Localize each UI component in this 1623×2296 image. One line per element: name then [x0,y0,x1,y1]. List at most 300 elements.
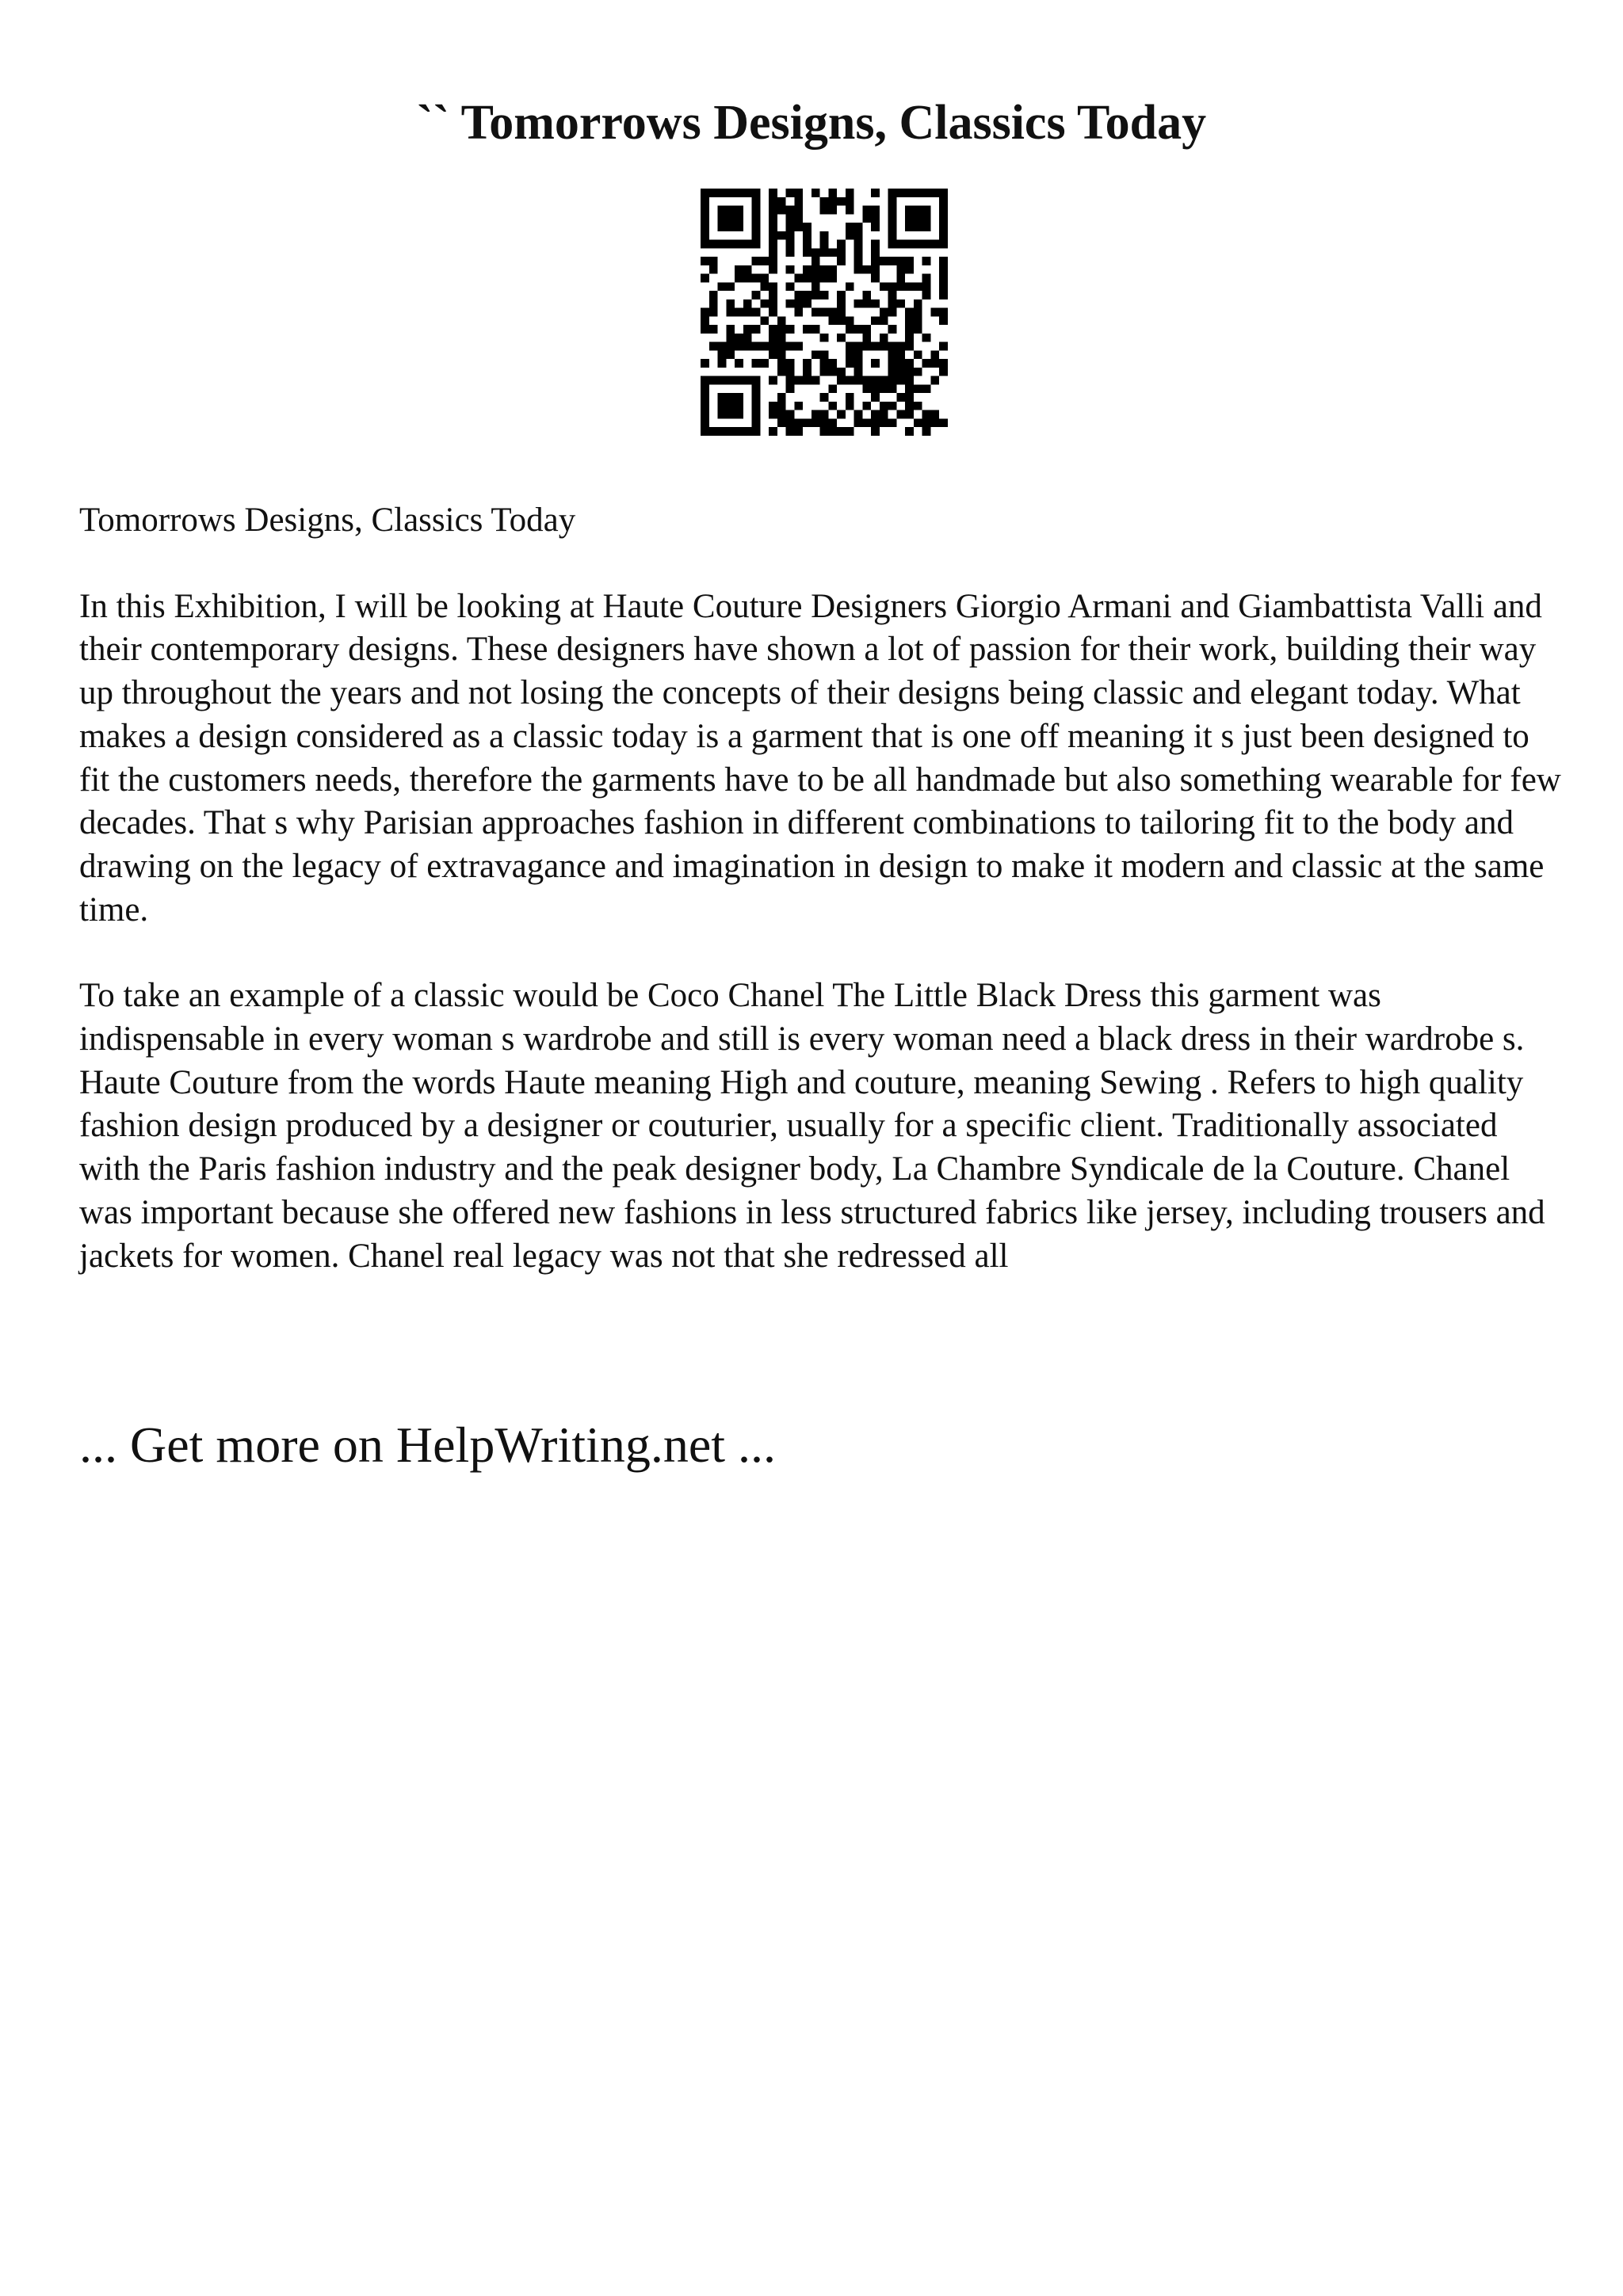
qr-module [854,265,863,274]
qr-module [726,223,735,231]
qr-module [777,316,786,325]
qr-module [735,376,743,385]
qr-module [786,206,795,215]
qr-module [718,240,727,249]
qr-module [743,299,752,308]
qr-module [769,265,777,274]
qr-module [896,265,905,274]
qr-module [777,359,786,368]
qr-module [914,418,922,427]
qr-module [828,384,837,393]
qr-module [794,376,803,385]
qr-module [896,274,905,283]
qr-module [718,350,727,359]
qr-module [701,231,709,240]
qr-module [854,376,863,385]
qr-module [820,274,829,283]
qr-module [888,368,897,376]
qr-module [803,248,812,257]
qr-module [735,189,743,197]
qr-module [862,342,871,351]
qr-module [752,291,761,299]
qr-module [718,206,727,215]
qr-module [701,376,709,385]
qr-module [769,342,777,351]
qr-module [735,427,743,436]
qr-module [769,308,777,317]
qr-module [939,359,948,368]
qr-module [862,402,871,410]
qr-module [837,291,846,299]
qr-module [726,325,735,334]
qr-module [922,206,931,215]
qr-module [922,410,931,419]
qr-module [905,214,914,223]
qr-module [709,265,718,274]
qr-module [743,342,752,351]
qr-module [752,231,761,240]
qr-module [709,189,718,197]
qr-module [922,359,931,368]
qr-module [862,214,871,223]
qr-module [922,427,931,436]
qr-module [922,240,931,249]
qr-module [846,393,854,402]
qr-module [786,384,795,393]
qr-module [905,376,914,385]
qr-module [769,282,777,291]
body-paragraph-1: In this Exhibition, I will be looking at Haute Couture Designers Giorgio Armani and Giambattista Valli and their contemporary designs. These designers have shown a lot of passion for their work, building their way up throughout the years and not losing the concepts of their designs being classic and elegant today. What makes a design considered as a classic today is a garment that is one off meaning it s just been designed to fit the customers needs, therefore the garments have to be all handmade but also something wearable for few decades. That s why Parisian approaches fashion in different combinations to tailoring fit to the body and drawing on the legacy of extravagance and imagination in design to make it modern and classic at the same time. [79,587,1561,929]
qr-module [812,308,820,317]
qr-module [922,189,931,197]
qr-module [854,299,863,308]
qr-module [871,257,880,265]
qr-module [871,418,880,427]
qr-module [726,376,735,385]
qr-module [718,427,727,436]
qr-module [726,189,735,197]
qr-module [837,368,846,376]
qr-module [871,410,880,419]
qr-module [786,342,795,351]
qr-module [718,282,727,291]
qr-module [939,316,948,325]
qr-module [837,197,846,206]
qr-module [888,418,897,427]
qr-module [846,197,854,206]
qr-module [726,342,735,351]
qr-module [812,248,820,257]
qr-module [880,376,888,385]
qr-module [837,257,846,265]
qr-module [701,325,709,334]
qr-module [905,342,914,351]
qr-module [752,274,761,283]
qr-module [820,410,829,419]
qr-module [777,368,786,376]
qr-module [794,342,803,351]
qr-module [828,316,837,325]
qr-module [752,342,761,351]
qr-module [701,308,709,317]
qr-module [743,189,752,197]
qr-module [837,248,846,257]
qr-module [922,214,931,223]
qr-module [914,214,922,223]
qr-module [752,359,761,368]
qr-module [930,376,939,385]
qr-module [871,427,880,436]
qr-module [914,299,922,308]
qr-module [769,223,777,231]
document-subtitle: Tomorrows Designs, Classics Today [79,502,576,539]
qr-module [752,402,761,410]
qr-module [854,368,863,376]
qr-module [735,223,743,231]
qr-module [794,206,803,215]
qr-module [709,342,718,351]
qr-module [794,418,803,427]
qr-module [803,359,812,368]
qr-module [701,410,709,419]
qr-module [718,214,727,223]
qr-module [905,223,914,231]
qr-module [854,410,863,419]
qr-module [939,240,948,249]
qr-module [794,214,803,223]
qr-module [930,240,939,249]
qr-module [896,368,905,376]
qr-module [769,197,777,206]
qr-module [905,368,914,376]
qr-module [828,427,837,436]
qr-module [701,274,709,283]
qr-module [914,189,922,197]
qr-module [820,350,829,359]
qr-module [786,265,795,274]
qr-module [914,350,922,359]
qr-module [846,231,854,240]
qr-module [803,368,812,376]
qr-module [718,402,727,410]
qr-module [726,282,735,291]
qr-module [871,376,880,385]
qr-module [820,265,829,274]
qr-module [752,393,761,402]
qr-module [888,376,897,385]
qr-module [828,189,837,197]
qr-module [752,257,761,265]
qr-module [914,384,922,393]
qr-module [939,342,948,351]
qr-module [701,384,709,393]
qr-module [846,359,854,368]
qr-module [735,402,743,410]
qr-module [837,308,846,317]
qr-module [905,325,914,334]
qr-module [871,265,880,274]
qr-module [786,214,795,223]
qr-module [854,223,863,231]
qr-module [914,240,922,249]
qr-module [888,206,897,215]
qr-module [914,282,922,291]
qr-module [701,223,709,231]
qr-module [769,334,777,342]
qr-module [828,359,837,368]
qr-module [812,257,820,265]
qr-module [862,418,871,427]
qr-module [846,402,854,410]
qr-module [939,257,948,265]
qr-module [905,316,914,325]
qr-module [939,231,948,240]
qr-module [888,223,897,231]
get-more-link[interactable]: ... Get more on HelpWriting.net ... [79,1417,776,1473]
qr-module [735,240,743,249]
qr-module [701,206,709,215]
qr-module [760,316,769,325]
qr-module [701,359,709,368]
qr-module [828,308,837,317]
qr-module [726,334,735,342]
qr-module [769,291,777,299]
qr-code-icon[interactable] [701,189,948,436]
qr-module [837,240,846,249]
qr-module [939,189,948,197]
qr-module [820,206,829,215]
qr-module [939,368,948,376]
qr-module [812,265,820,274]
qr-module [735,214,743,223]
qr-module [939,274,948,283]
qr-module [888,197,897,206]
qr-module [846,342,854,351]
qr-module [888,291,897,299]
qr-module [905,282,914,291]
qr-module [862,206,871,215]
qr-module [888,325,897,334]
qr-module [786,282,795,291]
qr-module [939,291,948,299]
qr-module [862,384,871,393]
qr-module [709,427,718,436]
qr-module [846,376,854,385]
qr-module [794,274,803,283]
qr-module [888,384,897,393]
qr-module [820,308,829,317]
qr-module [735,359,743,368]
qr-module [888,350,897,359]
qr-module [701,240,709,249]
qr-module [905,410,914,419]
qr-module [752,214,761,223]
qr-module [709,376,718,385]
qr-module [930,350,939,359]
qr-module [752,189,761,197]
qr-module [880,342,888,351]
qr-module [777,402,786,410]
qr-module [939,223,948,231]
qr-module [905,240,914,249]
qr-module [871,384,880,393]
qr-module [752,384,761,393]
qr-module [828,418,837,427]
qr-module [769,189,777,197]
qr-module [888,282,897,291]
qr-module [828,248,837,257]
qr-module [846,325,854,334]
body-paragraph-2: To take an example of a classic would be Coco Chanel The Little Black Dress this garment was indispensable in every woman s wardrobe and still is every woman need a black dress in their wardrobe s. Haute Couture from the words Haute meaning High and couture, meaning Sewing . Refers to high quality fashion design produced by a designer or couturier, usually for a specific client. Traditionally associated with the Paris fashion industry and the peak designer body, La Chambre Syndicale de la Couture. Chanel was important because she offered new fashions in less structured fabrics like jersey, including trousers and jackets for women. Chanel real legacy was not that she redressed all [79,977,1545,1275]
qr-module [922,282,931,291]
qr-module [760,359,769,368]
qr-module [896,359,905,368]
qr-module [786,248,795,257]
qr-module [871,240,880,249]
qr-module [803,274,812,283]
qr-module [812,376,820,385]
qr-module [846,316,854,325]
qr-module [914,223,922,231]
qr-module [769,299,777,308]
qr-module [905,189,914,197]
qr-module [914,316,922,325]
qr-module [760,299,769,308]
qr-module [786,368,795,376]
qr-module [922,274,931,283]
qr-module [769,240,777,249]
qr-module [752,325,761,334]
qr-module [846,282,854,291]
qr-module [812,410,820,419]
qr-module [701,418,709,427]
qr-module [922,384,931,393]
qr-module [854,325,863,334]
qr-module [930,359,939,368]
qr-module [769,350,777,359]
qr-module [794,299,803,308]
qr-module [777,393,786,402]
qr-module [735,410,743,419]
qr-module [794,402,803,410]
qr-module [709,325,718,334]
qr-module [786,299,795,308]
qr-module [880,334,888,342]
qr-module [828,402,837,410]
qr-module [760,257,769,265]
qr-module [871,359,880,368]
qr-module [726,299,735,308]
qr-module [786,427,795,436]
qr-module [769,248,777,257]
qr-module [896,282,905,291]
qr-module [769,325,777,334]
qr-module [777,410,786,419]
qr-module [701,214,709,223]
qr-module [896,350,905,359]
qr-module [871,274,880,283]
qr-module [743,265,752,274]
qr-module [812,282,820,291]
qr-module [743,376,752,385]
qr-module [752,418,761,427]
qr-module [752,240,761,249]
qr-module [828,274,837,283]
qr-module [930,410,939,419]
qr-module [828,206,837,215]
qr-module [786,376,795,385]
qr-module [726,214,735,223]
qr-module [803,299,812,308]
qr-module [743,325,752,334]
qr-module [888,299,897,308]
qr-module [718,342,727,351]
qr-module [760,282,769,291]
qr-module [914,368,922,376]
qr-module [939,308,948,317]
qr-module [726,393,735,402]
qr-module [888,214,897,223]
qr-module [880,316,888,325]
qr-module [837,316,846,325]
qr-module [786,189,795,197]
qr-module [905,257,914,265]
qr-module [880,282,888,291]
qr-module [769,206,777,215]
qr-module [846,427,854,436]
qr-module [871,393,880,402]
qr-module [735,274,743,283]
qr-module [786,418,795,427]
qr-module [862,299,871,308]
qr-module [701,189,709,197]
qr-module [777,206,786,215]
qr-module [718,393,727,402]
qr-module [769,402,777,410]
qr-module [735,334,743,342]
qr-module [701,257,709,265]
qr-module [743,334,752,342]
qr-module [786,231,795,240]
qr-module [846,223,854,231]
qr-module [786,325,795,334]
qr-module [769,257,777,265]
qr-module [812,418,820,427]
qr-module [922,418,931,427]
qr-module [930,418,939,427]
qr-module [846,206,854,215]
qr-module [896,393,905,402]
qr-module [896,342,905,351]
qr-module [794,197,803,206]
qr-module [812,274,820,283]
qr-module [828,368,837,376]
qr-module [726,402,735,410]
qr-module [820,248,829,257]
qr-module [880,410,888,419]
qr-module [752,427,761,436]
qr-module [709,240,718,249]
qr-module [812,325,820,334]
qr-module [939,214,948,223]
qr-module [854,231,863,240]
qr-module [905,402,914,410]
qr-module [888,359,897,368]
qr-module [735,206,743,215]
qr-module [880,384,888,393]
qr-module [820,197,829,206]
qr-module [871,214,880,223]
